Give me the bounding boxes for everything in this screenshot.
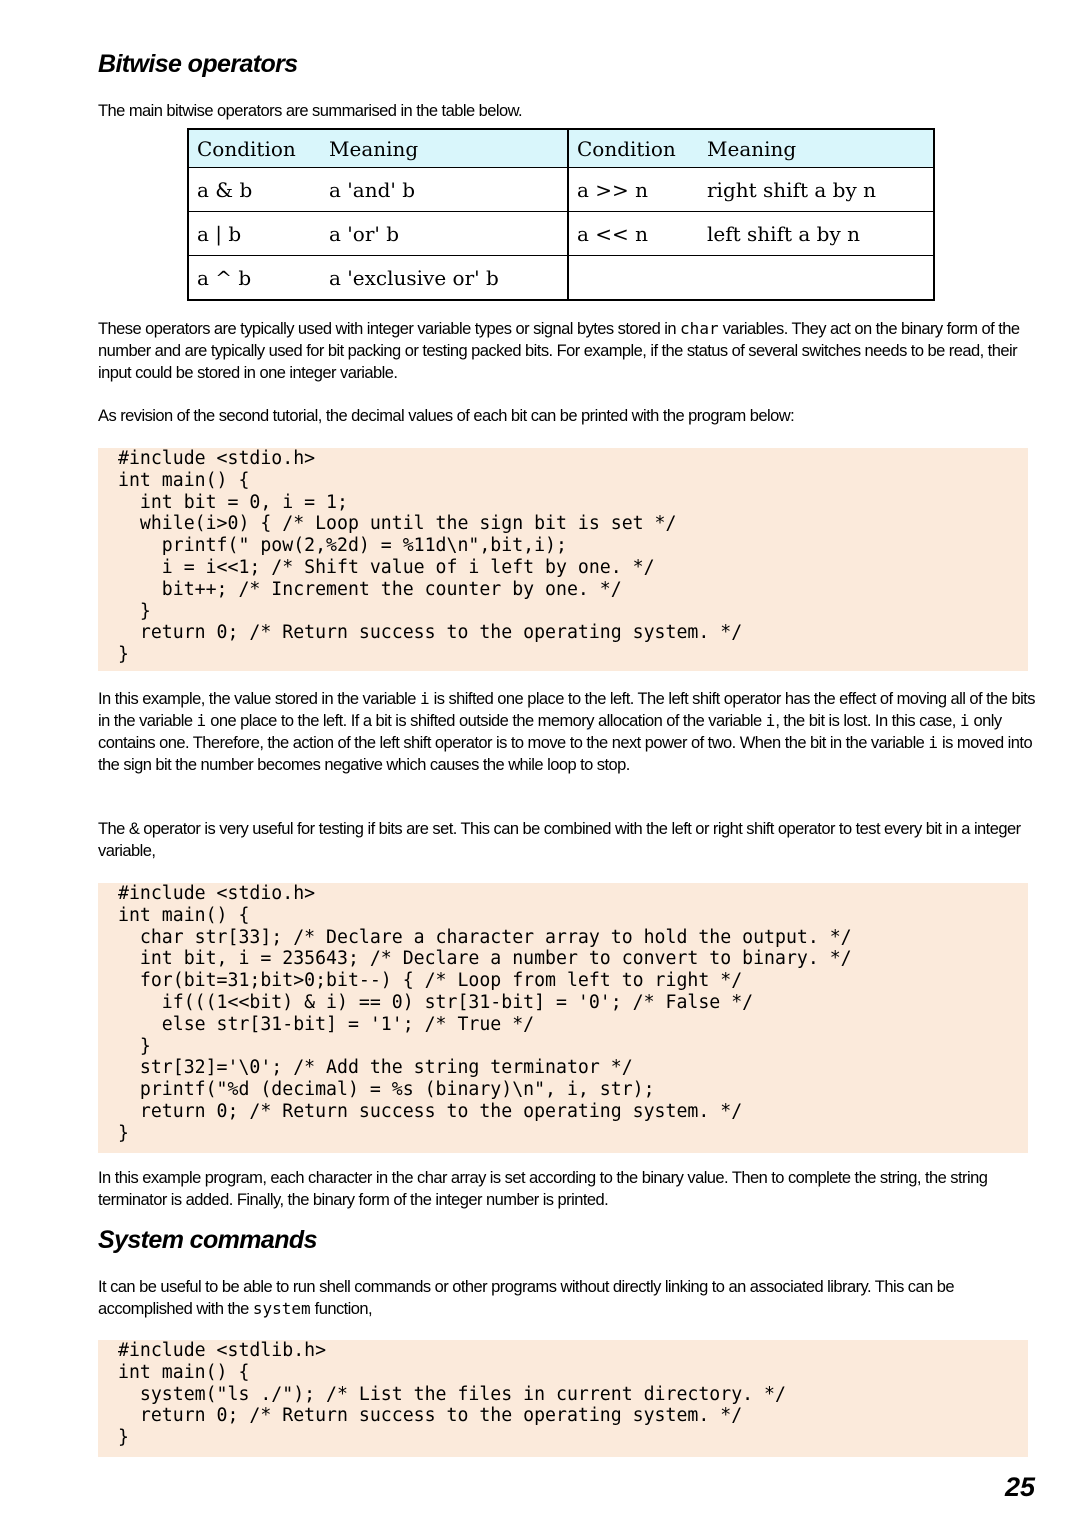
text-run: only contains one. Therefore, the action of the left shift operator is to move to the next power of two. When the bit in the variable xyxy=(98,712,1002,752)
table-cell: a | b xyxy=(188,212,329,256)
table-cell: a & b xyxy=(188,168,329,212)
table-row xyxy=(188,168,934,212)
inline-code: i xyxy=(959,711,970,730)
text-run: is moved into the sign bit the number becomes negative which causes the while loop to stop. xyxy=(98,734,1033,774)
inline-code: char xyxy=(680,319,719,338)
text-run: , the bit is lost. In this case, xyxy=(775,712,960,730)
revision-paragraph: As revision of the second tutorial, the decimal values of each bit can be printed with the program below: xyxy=(98,407,795,425)
text-run: is shifted one place to the left. The left shift operator has the effect of moving all of the bits in the variable xyxy=(98,690,1035,730)
text-run: function, xyxy=(310,1300,373,1318)
text-run: In this example, the value stored in the variable xyxy=(98,690,420,708)
bitwise-intro: The main bitwise operators are summarised in the table below. xyxy=(98,102,523,120)
table-cell: a 'or' b xyxy=(329,212,568,256)
code-block-bit-values: #include <stdio.h> int main() { int bit = 0, i = 1; while(i>0) { /* Loop until the sign bit is set */ printf(" pow(2,%2d) = %11d\n",bit,i); i = i<<1; /* Shift value of i left by one. */ bit++; /* Increment the counter by one. */ } return 0; /* Return success to the operating system. */ } xyxy=(98,448,1028,671)
table-cell: right shift a by n xyxy=(707,168,934,212)
text-run: It can be useful to be able to run shell commands or other programs without directly linking to an associated library. This can be accomplished with the xyxy=(98,1278,955,1318)
table-header-cell: Condition xyxy=(568,129,707,168)
table-cell: a 'and' b xyxy=(329,168,568,212)
table-header-cell: Meaning xyxy=(707,129,934,168)
code-block-system-command: #include <stdlib.h> int main() { system("ls ./"); /* List the files in current directory. */ return 0; /* Return success to the operating system. */ } xyxy=(98,1340,1028,1457)
system-intro-paragraph xyxy=(98,1276,1038,1320)
section-heading-bitwise: Bitwise operators xyxy=(98,50,298,78)
operators-usage-paragraph xyxy=(98,318,1038,384)
table-cell: left shift a by n xyxy=(707,212,934,256)
shift-explanation-paragraph xyxy=(98,688,1038,776)
table-cell xyxy=(568,256,707,301)
table-row xyxy=(188,212,934,256)
inline-code: i xyxy=(419,689,430,708)
table-header-row xyxy=(188,129,934,168)
code-block-binary-conversion: #include <stdio.h> int main() { char str[33]; /* Declare a character array to hold the output. */ int bit, i = 235643; /* Declare a number to convert to binary. */ for(bit=31;bit>0;bit--) { /* Loop from left to right */ if(((1<<bit) & i) == 0) str[31-bit] = '0'; /* False */ else str[31-bit] = '1'; /* True */ } str[32]='\0'; /* Add the string terminator */ printf("%d (decimal) = %s (binary)\n", i, str); return 0; /* Return success to the operating system. */ } xyxy=(98,883,1028,1153)
and-operator-paragraph: The & operator is very useful for testing if bits are set. This can be combined with the left or right shift operator to test every bit in a integer variable, xyxy=(98,820,1021,860)
text-run: variables. They act on the binary form of the number and are typically used for bit packing or testing packed bits. For example, if the status of several switches needs to be read, their input could be stored in one integer variable. xyxy=(98,320,1020,382)
inline-code: i xyxy=(765,711,776,730)
inline-code: system xyxy=(252,1299,311,1318)
table-cell: a 'exclusive or' b xyxy=(329,256,568,301)
table-cell xyxy=(707,256,934,301)
table-row xyxy=(188,256,934,301)
table-cell: a >> n xyxy=(568,168,707,212)
binary-explanation-paragraph: In this example program, each character in the char array is set according to the binary value. Then to complete the string, the string terminator is added. Finally, the binary form of the integer number is printed. xyxy=(98,1169,988,1209)
inline-code: i xyxy=(928,733,938,752)
table-cell: a << n xyxy=(568,212,707,256)
table-cell: a ^ b xyxy=(188,256,329,301)
page-number: 25 xyxy=(1004,1472,1035,1502)
table-header-cell: Meaning xyxy=(329,129,568,168)
bitwise-operators-table xyxy=(187,128,935,301)
text-run: one place to the left. If a bit is shifted outside the memory allocation of the variable xyxy=(206,712,766,730)
table-header-cell: Condition xyxy=(188,129,329,168)
text-run: These operators are typically used with integer variable types or signal bytes stored in xyxy=(98,320,681,338)
inline-code: i xyxy=(196,711,207,730)
section-heading-system: System commands xyxy=(98,1226,317,1254)
